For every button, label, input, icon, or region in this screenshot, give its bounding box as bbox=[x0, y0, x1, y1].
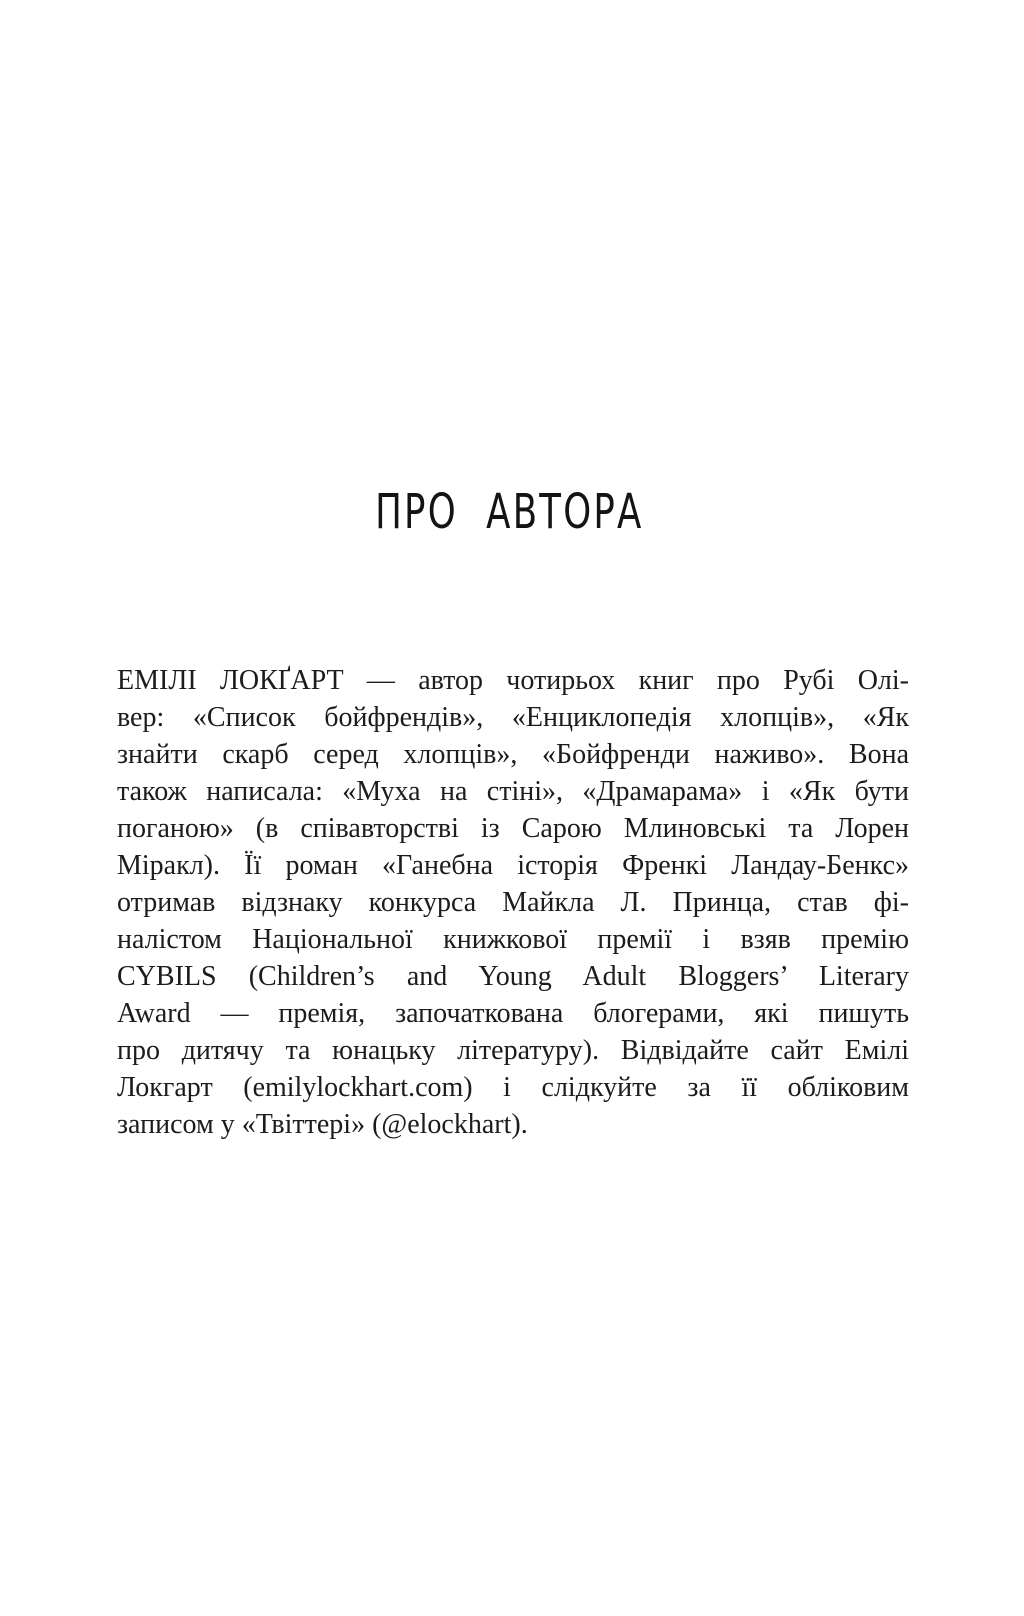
text-line: Award — премія, започаткована блогерами, які пишуть bbox=[117, 998, 909, 1029]
text-line: про дитячу та юнацьку літературу). Відвідайте сайт Емілі bbox=[117, 1035, 909, 1066]
text-line: ЕМІЛІ ЛОКҐАРТ — автор чотирьох книг про Рубі Олі- bbox=[117, 665, 909, 696]
page-title: ПРО АВТОРА bbox=[375, 484, 644, 540]
text-line: налістом Національної книжкової премії і взяв премію bbox=[117, 924, 909, 955]
text-line: Локгарт (emilylockhart.com) і слідкуйте за її обліковим bbox=[117, 1072, 909, 1103]
text-line: отримав відзнаку конкурса Майкла Л. Принца, став фі- bbox=[117, 887, 909, 918]
text-line: Міракл). Її роман «Ганебна історія Френкі Ландау-Бенкс» bbox=[117, 850, 909, 881]
text-line: записом у «Твіттері» (@elockhart). bbox=[117, 1109, 528, 1140]
text-line: знайти скарб серед хлопців», «Бойфренди наживо». Вона bbox=[117, 739, 909, 770]
text-line: також написала: «Муха на стіні», «Драмарама» і «Як бути bbox=[117, 776, 909, 807]
text-line: CYBILS (Children’s and Young Adult Bloggers’ Literary bbox=[117, 961, 909, 992]
text-line: поганою» (в співавторстві із Сарою Млиновські та Лорен bbox=[117, 813, 909, 844]
about-author-paragraph bbox=[117, 662, 909, 1143]
text-line: вер: «Список бойфрендів», «Енциклопедія хлопців», «Як bbox=[117, 702, 909, 733]
